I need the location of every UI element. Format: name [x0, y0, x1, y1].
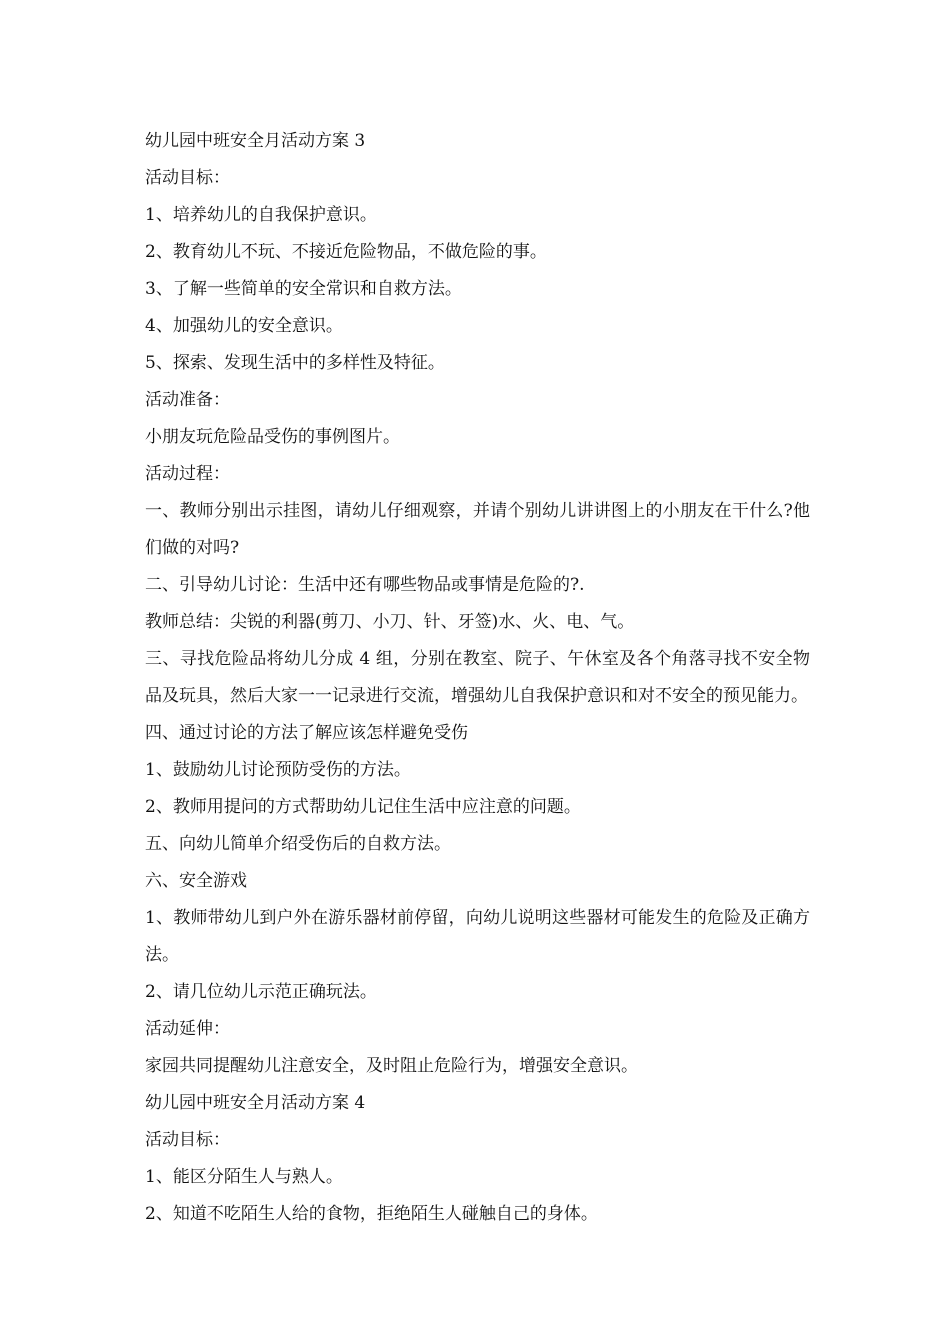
goal-item: 2、知道不吃陌生人给的食物，拒绝陌生人碰触自己的身体。 [145, 1204, 598, 1224]
section-title: 幼儿园中班安全月活动方案 4 [145, 1093, 366, 1113]
process-step: 四、通过讨论的方法了解应该怎样避免受伤 [145, 723, 468, 743]
sub-item: 2、教师用提问的方式帮助幼儿记住生活中应注意的问题。 [145, 797, 581, 817]
heading-goals: 活动目标： [145, 168, 230, 188]
process-step: 二、引导幼儿讨论：生活中还有哪些物品或事情是危险的?. [145, 575, 585, 595]
preparation-text: 小朋友玩危险品受伤的事例图片。 [145, 427, 400, 447]
heading-process: 活动过程： [145, 464, 230, 484]
process-step: 五、向幼儿简单介绍受伤后的自救方法。 [145, 834, 451, 854]
document-body [145, 123, 810, 1233]
process-step: 六、安全游戏 [145, 871, 247, 891]
process-step: 一、教师分别出示挂图，请幼儿仔细观察，并请个别幼儿讲讲图上的小朋友在干什么?他们做的对吗? [145, 501, 810, 558]
goal-item: 5、探索、发现生活中的多样性及特征。 [145, 353, 445, 373]
goal-item: 2、教育幼儿不玩、不接近危险物品，不做危险的事。 [145, 242, 547, 262]
sub-item: 2、请几位幼儿示范正确玩法。 [145, 982, 377, 1002]
heading-extension: 活动延伸： [145, 1019, 230, 1039]
goal-item: 3、了解一些简单的安全常识和自救方法。 [145, 279, 462, 299]
goal-item: 1、能区分陌生人与熟人。 [145, 1167, 343, 1187]
process-step: 三、寻找危险品将幼儿分成 4 组，分别在教室、院子、午休室及各个角落寻找不安全物品及玩具，然后大家一一记录进行交流，增强幼儿自我保护意识和对不安全的预见能力。 [145, 649, 810, 706]
sub-item: 1、教师带幼儿到户外在游乐器材前停留，向幼儿说明这些器材可能发生的危险及正确方法。 [145, 908, 810, 965]
heading-preparation: 活动准备： [145, 390, 230, 410]
teacher-summary: 教师总结：尖锐的利器(剪刀、小刀、针、牙签)水、火、电、气。 [145, 612, 635, 632]
goal-item: 4、加强幼儿的安全意识。 [145, 316, 343, 336]
goal-item: 1、培养幼儿的自我保护意识。 [145, 205, 377, 225]
section-title: 幼儿园中班安全月活动方案 3 [145, 131, 366, 151]
heading-goals: 活动目标： [145, 1130, 230, 1150]
sub-item: 1、鼓励幼儿讨论预防受伤的方法。 [145, 760, 411, 780]
extension-text: 家园共同提醒幼儿注意安全，及时阻止危险行为，增强安全意识。 [145, 1056, 638, 1076]
